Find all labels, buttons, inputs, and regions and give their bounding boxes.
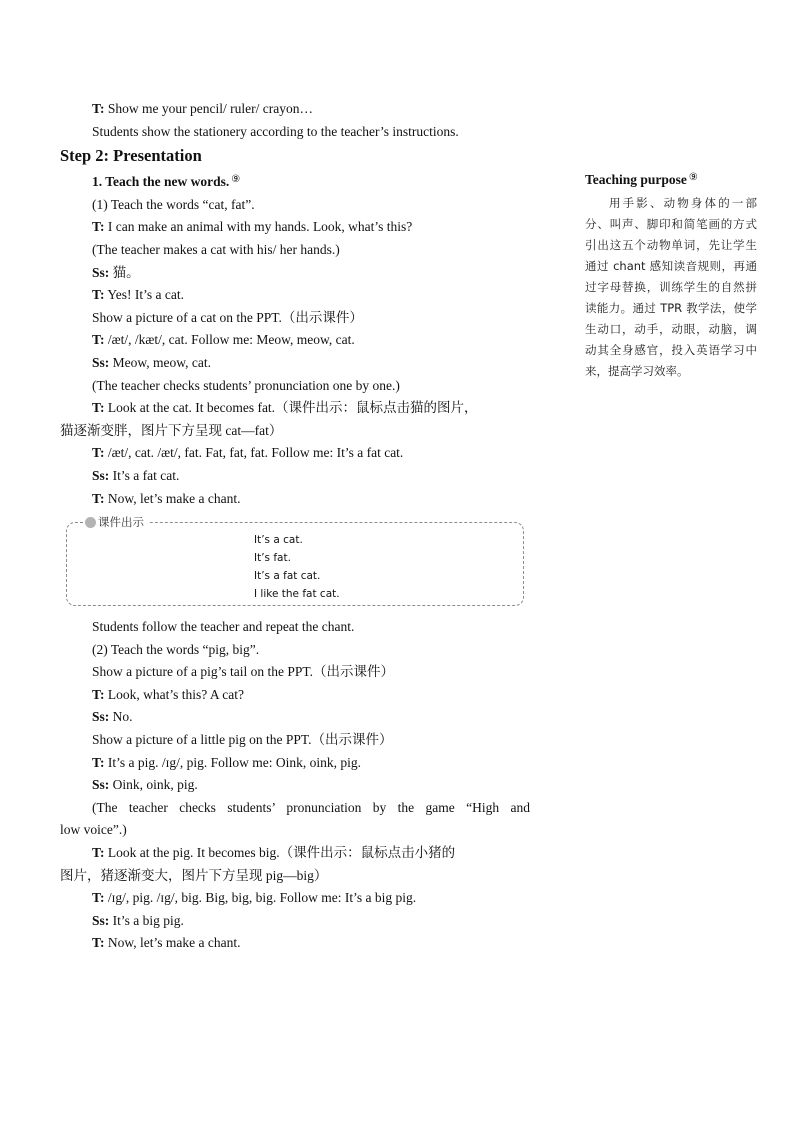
line-text: Look at the cat. It becomes fat.（课件出示：鼠标点击猫的图片， — [104, 400, 478, 416]
line-text: It’s a pig. /ɪg/, pig. Follow me: Oink, oink, pig. — [104, 754, 361, 770]
instruction-line — [60, 239, 530, 262]
lesson-body — [60, 98, 530, 955]
line-text: /æt/, /kæt/, cat. Follow me: Meow, meow, cat. — [104, 332, 355, 348]
dialogue-line — [60, 465, 530, 488]
speaker-label: T: — [92, 332, 105, 348]
dialogue-line — [60, 442, 530, 465]
step-heading: Step 2: Presentation — [60, 146, 202, 166]
chant-lines — [254, 531, 340, 603]
line-text: (1) Teach the words “cat, fat”. — [92, 196, 255, 212]
line-text: Students follow the teacher and repeat the chant. — [92, 619, 355, 635]
line-text: Now, let’s make a chant. — [104, 935, 241, 951]
courseware-label-text: 课件出示 — [98, 515, 144, 530]
instruction-line-continued: low voice”.) — [60, 822, 127, 838]
courseware-dot-icon — [85, 517, 96, 528]
chant-line: It’s a fat cat. — [254, 570, 321, 583]
line-text: (The teacher makes a cat with his/ her hands.) — [92, 241, 340, 257]
instruction-line — [60, 375, 530, 398]
dialogue-line-continued: 图片，猪逐渐变大，图片下方呈现 pig—big） — [60, 867, 328, 883]
line-text: It’s a big pig. — [109, 912, 184, 928]
dialogue-line — [60, 216, 530, 239]
line-text: Show me your pencil/ ruler/ crayon… — [104, 101, 313, 116]
line-text: Look, what’s this? A cat? — [104, 686, 244, 702]
speaker-label: Ss: — [92, 912, 110, 928]
dialogue-line — [60, 887, 530, 910]
instruction-line — [60, 661, 530, 684]
chant-line: I like the fat cat. — [254, 588, 340, 601]
dialogue-line — [60, 262, 530, 285]
instruction-line — [60, 639, 530, 662]
line-text: (2) Teach the words “pig, big”. — [92, 641, 260, 657]
line-text: Look at the pig. It becomes big.（课件出示：鼠标点击小猪的 — [104, 845, 456, 861]
speaker-label: T: — [92, 845, 105, 861]
speaker-label: T: — [92, 490, 105, 506]
speaker-label: Ss: — [92, 264, 110, 280]
sidebar-text: 用手影、动物身体的一部分、叫声、脚印和简笔画的方式引出这五个动物单词，先让学生通过 chant 感知读音规则，再通过字母替换，训练学生的自然拼读能力。通过 TPR 教学法，使学生动口，动手，动眼，动脑，调动其全身感官，投入英语学习中来，提高学习效率。 — [585, 196, 757, 378]
line-text: /æt/, cat. /æt/, fat. Fat, fat, fat. Follow me: It’s a fat cat. — [104, 445, 404, 461]
speaker-label: Ss: — [92, 467, 110, 483]
dialogue-line — [60, 352, 530, 375]
line-text: Now, let’s make a chant. — [104, 490, 241, 506]
section-heading — [60, 169, 530, 194]
dialogue-line — [60, 910, 530, 933]
section-title: 1. Teach the new words. — [92, 174, 230, 190]
speaker-label: T: — [92, 445, 105, 461]
line-text: Yes! It’s a cat. — [104, 287, 184, 303]
instruction-line — [60, 729, 530, 752]
instruction-line: (The teacher checks students’ pronunciation by the game “High and — [92, 799, 530, 815]
dialogue-line — [60, 488, 530, 511]
line-text: (The teacher checks students’ pronunciation one by one.) — [92, 377, 400, 393]
sidebar-title-text: Teaching purpose — [585, 172, 687, 187]
line-text: /ɪg/, pig. /ɪg/, big. Big, big, big. Follow me: It’s a big pig. — [104, 890, 417, 906]
speaker-label: T: — [92, 890, 105, 906]
speaker-label: T: — [92, 219, 105, 235]
line-text: Show a picture of a pig’s tail on the PPT.（出示课件） — [92, 664, 394, 680]
speaker-label: T: — [92, 287, 105, 303]
part1b-dialogue — [60, 442, 530, 510]
courseware-label — [83, 514, 148, 530]
line-text: Meow, meow, cat. — [109, 354, 211, 370]
speaker-label: T: — [92, 754, 105, 770]
dialogue-line — [60, 774, 530, 797]
chant-line: It’s fat. — [254, 552, 291, 565]
speaker-label: Ss: — [92, 709, 110, 725]
part2-dialogue — [60, 616, 530, 797]
footnote-mark: ⑨ — [688, 172, 698, 183]
speaker-label: T: — [92, 400, 105, 416]
instruction-line: Students show the stationery according to the teacher’s instructions. — [92, 123, 459, 139]
line-text: I can make an animal with my hands. Look, what’s this? — [104, 219, 413, 235]
line-text: No. — [109, 709, 133, 725]
speaker-label: T: — [92, 101, 105, 116]
dialogue-line — [60, 932, 530, 955]
footnote-mark: ⑨ — [231, 174, 241, 186]
part2b-dialogue — [60, 887, 530, 955]
instruction-line — [60, 307, 530, 330]
dialogue-line-continued: 猫逐渐变胖，图片下方呈现 cat—fat） — [60, 422, 283, 438]
chant-line: It’s a cat. — [254, 534, 303, 547]
dialogue-line — [60, 284, 530, 307]
line-text: It’s a fat cat. — [109, 467, 180, 483]
speaker-label: Ss: — [92, 354, 110, 370]
teaching-purpose-sidebar — [585, 167, 757, 382]
courseware-box — [66, 515, 524, 606]
dialogue-line — [60, 752, 530, 775]
dialogue-line — [60, 842, 530, 865]
speaker-label: T: — [92, 686, 105, 702]
line-text: Show a picture of a little pig on the PPT.（出示课件） — [92, 732, 393, 748]
dialogue-line — [60, 706, 530, 729]
dialogue-line — [60, 684, 530, 707]
dialogue-line — [60, 98, 530, 121]
instruction-line — [60, 194, 530, 217]
speaker-label: T: — [92, 935, 105, 951]
line-text: 猫。 — [109, 264, 140, 280]
speaker-label: Ss: — [92, 777, 110, 793]
dialogue-line — [60, 397, 530, 420]
line-text: Show a picture of a cat on the PPT.（出示课件） — [92, 309, 363, 325]
sidebar-title — [585, 167, 757, 191]
dialogue-line — [60, 329, 530, 352]
line-text: Oink, oink, pig. — [109, 777, 198, 793]
instruction-line — [60, 616, 530, 639]
part1-dialogue — [60, 194, 530, 397]
